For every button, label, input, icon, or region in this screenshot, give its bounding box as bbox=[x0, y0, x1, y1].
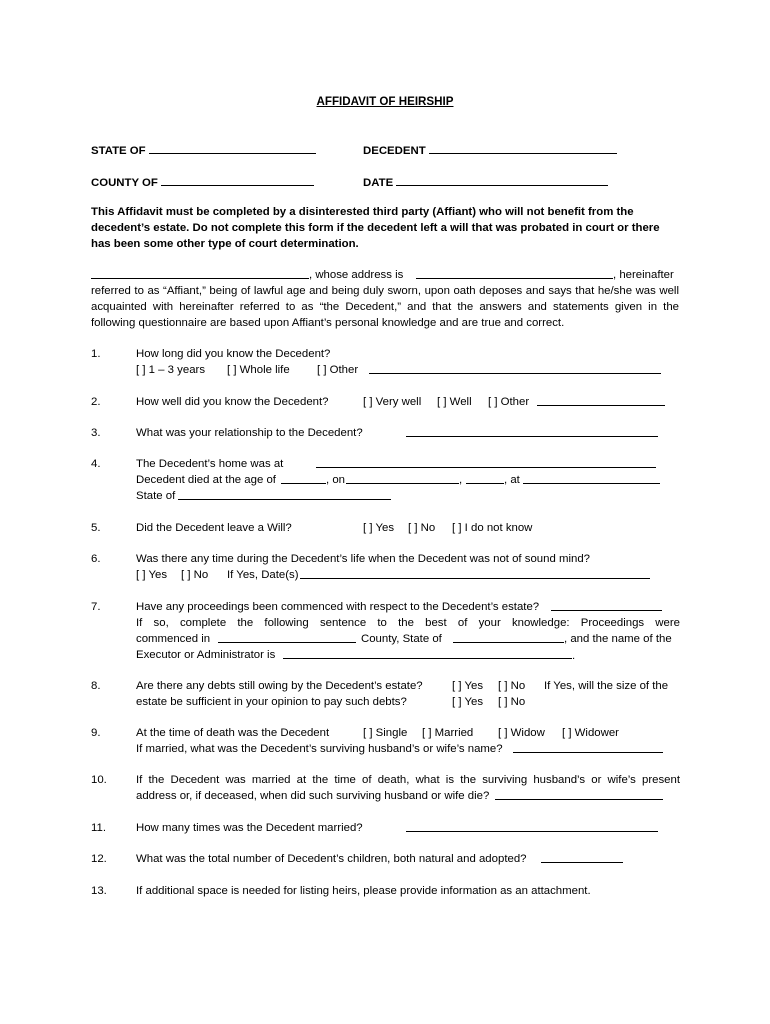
checkbox-no-sufficient[interactable]: [ ] No bbox=[498, 696, 526, 708]
checkbox-no[interactable]: [ ] No bbox=[181, 569, 209, 581]
checkbox-yes[interactable]: [ ] Yes bbox=[452, 680, 484, 692]
question-number: 5. bbox=[91, 522, 101, 534]
document-title: AFFIDAVIT OF HEIRSHIP bbox=[316, 95, 454, 108]
instructions-paragraph: This Affidavit must be completed by a disinterested third party (Affiant) who will not benefit from the decedent’s estate. Do not complete this form if the decedent left a will that was probated in court or there has been some other type of court determination. bbox=[91, 206, 660, 250]
age-label: Decedent died at the age of bbox=[136, 474, 276, 486]
affiant-line-3: acquainted with hereinafter referred to as “the Decedent,” and that the answers and statements given in the bbox=[91, 301, 679, 313]
question-text: At the time of death was the Decedent bbox=[136, 727, 330, 739]
affiant-line-2: referred to as “Affiant,” being of lawful age and being duly sworn, upon oath deposes and says that he/she was well bbox=[91, 285, 679, 297]
question-number: 12. bbox=[91, 853, 107, 865]
question-text: The Decedent’s home was at bbox=[136, 458, 284, 470]
state-label: STATE OF bbox=[91, 145, 146, 157]
decedent-field bbox=[363, 142, 617, 159]
checkbox-yes[interactable]: [ ] Yes bbox=[363, 522, 395, 534]
married-times-line[interactable] bbox=[406, 820, 658, 832]
question-number: 10. bbox=[91, 774, 107, 786]
checkbox-other[interactable]: [ ] Other bbox=[488, 396, 530, 408]
question-text: Are there any debts still owing by the Decedent’s estate? bbox=[136, 680, 423, 692]
affiant-address-line[interactable] bbox=[416, 267, 613, 279]
state-field bbox=[91, 142, 316, 159]
county-input-line[interactable] bbox=[161, 174, 314, 186]
other-input-line[interactable] bbox=[369, 362, 661, 374]
state-of-input-line[interactable] bbox=[178, 488, 391, 500]
question-number: 2. bbox=[91, 396, 101, 408]
date-label: DATE bbox=[363, 177, 394, 189]
executor-input-line[interactable] bbox=[283, 647, 572, 659]
question-number: 11. bbox=[91, 822, 106, 834]
county-field bbox=[91, 174, 314, 191]
affiant-address-label: , whose address is bbox=[309, 269, 404, 281]
spouse-address-line[interactable] bbox=[495, 788, 663, 800]
checkbox-widower[interactable]: [ ] Widower bbox=[562, 727, 619, 739]
question-number: 9. bbox=[91, 727, 101, 739]
question-number: 4. bbox=[91, 458, 101, 470]
question-text: Was there any time during the Decedent’s life when the Decedent was not of sound mind? bbox=[136, 553, 590, 565]
home-address-line[interactable] bbox=[316, 456, 656, 468]
checkbox-yes[interactable]: [ ] Yes bbox=[136, 569, 168, 581]
spouse-name-label: If married, what was the Decedent’s surviving husband’s or wife’s name? bbox=[136, 743, 503, 755]
checkbox-no[interactable]: [ ] No bbox=[498, 680, 526, 692]
executor-label: Executor or Administrator is bbox=[136, 649, 276, 661]
checkbox-yes-sufficient[interactable]: [ ] Yes bbox=[452, 696, 484, 708]
checkbox-do-not-know[interactable]: [ ] I do not know bbox=[452, 522, 533, 534]
state-commenced-line[interactable] bbox=[453, 631, 564, 643]
question-7-line-2: If so, complete the following sentence to the best of your knowledge: Proceedings were bbox=[136, 617, 680, 629]
at-label: , at bbox=[504, 474, 520, 486]
question-text: If the Decedent was married at the time of death, what is the surviving husband’s or wife’s present bbox=[136, 774, 680, 786]
checkbox-single[interactable]: [ ] Single bbox=[363, 727, 408, 739]
name-of-label: , and the name of the bbox=[564, 633, 672, 645]
age-input-line[interactable] bbox=[281, 472, 326, 484]
affiant-name-line[interactable] bbox=[91, 267, 309, 279]
county-label: COUNTY OF bbox=[91, 177, 158, 189]
checkbox-widow[interactable]: [ ] Widow bbox=[498, 727, 545, 739]
checkbox-no[interactable]: [ ] No bbox=[408, 522, 436, 534]
commenced-label: commenced in bbox=[136, 633, 211, 645]
question-number: 1. bbox=[91, 348, 101, 360]
state-input-line[interactable] bbox=[149, 142, 316, 154]
question-text: What was your relationship to the Decedent? bbox=[136, 427, 363, 439]
other-input-line[interactable] bbox=[537, 394, 665, 406]
spouse-name-line[interactable] bbox=[513, 741, 663, 753]
death-place-line[interactable] bbox=[523, 472, 660, 484]
question-10-line-2: address or, if deceased, when did such surviving husband or wife die? bbox=[136, 790, 490, 802]
question-number: 7. bbox=[91, 601, 101, 613]
children-count-line[interactable] bbox=[541, 851, 623, 863]
question-number: 6. bbox=[91, 553, 101, 565]
question-number: 13. bbox=[91, 885, 107, 897]
question-number: 3. bbox=[91, 427, 101, 439]
question-text: How many times was the Decedent married? bbox=[136, 822, 363, 834]
question-text: Did the Decedent leave a Will? bbox=[136, 522, 292, 534]
relationship-input-line[interactable] bbox=[406, 425, 658, 437]
question-text: Have any proceedings been commenced with respect to the Decedent’s estate? bbox=[136, 601, 540, 613]
affiant-paragraph bbox=[91, 267, 679, 331]
question-text: What was the total number of Decedent’s children, both natural and adopted? bbox=[136, 853, 527, 865]
affiant-line-4: following questionnaire are based upon Affiant’s personal knowledge and are true and correct. bbox=[91, 317, 565, 329]
question-text: How long did you know the Decedent? bbox=[136, 348, 331, 360]
on-label: , on bbox=[326, 474, 345, 486]
checkbox-1-3-years[interactable]: [ ] 1 – 3 years bbox=[136, 364, 206, 376]
county-commenced-line[interactable] bbox=[218, 631, 356, 643]
checkbox-well[interactable]: [ ] Well bbox=[437, 396, 472, 408]
county-state-label: County, State of bbox=[361, 633, 442, 645]
proceedings-input-line[interactable] bbox=[551, 599, 662, 611]
checkbox-other[interactable]: [ ] Other bbox=[317, 364, 359, 376]
question-text: If additional space is needed for listing heirs, please provide information as an attachment. bbox=[136, 885, 591, 897]
dates-input-line[interactable] bbox=[300, 567, 650, 579]
dates-label: If Yes, Date(s) bbox=[227, 569, 299, 581]
date-field bbox=[363, 174, 608, 191]
date-input-line[interactable] bbox=[396, 174, 608, 186]
death-date-line[interactable] bbox=[346, 472, 459, 484]
death-year-line[interactable] bbox=[466, 472, 504, 484]
checkbox-married[interactable]: [ ] Married bbox=[422, 727, 474, 739]
checkbox-very-well[interactable]: [ ] Very well bbox=[363, 396, 422, 408]
question-text: How well did you know the Decedent? bbox=[136, 396, 329, 408]
decedent-input-line[interactable] bbox=[429, 142, 617, 154]
size-sufficient-label: If Yes, will the size of the bbox=[544, 680, 669, 692]
decedent-label: DECEDENT bbox=[363, 145, 426, 157]
question-8-line-2: estate be sufficient in your opinion to pay such debts? bbox=[136, 696, 407, 708]
affiant-hereinafter: , hereinafter bbox=[613, 269, 674, 281]
checkbox-whole-life[interactable]: [ ] Whole life bbox=[227, 364, 290, 376]
state-of-label: State of bbox=[136, 490, 176, 502]
question-number: 8. bbox=[91, 680, 101, 692]
